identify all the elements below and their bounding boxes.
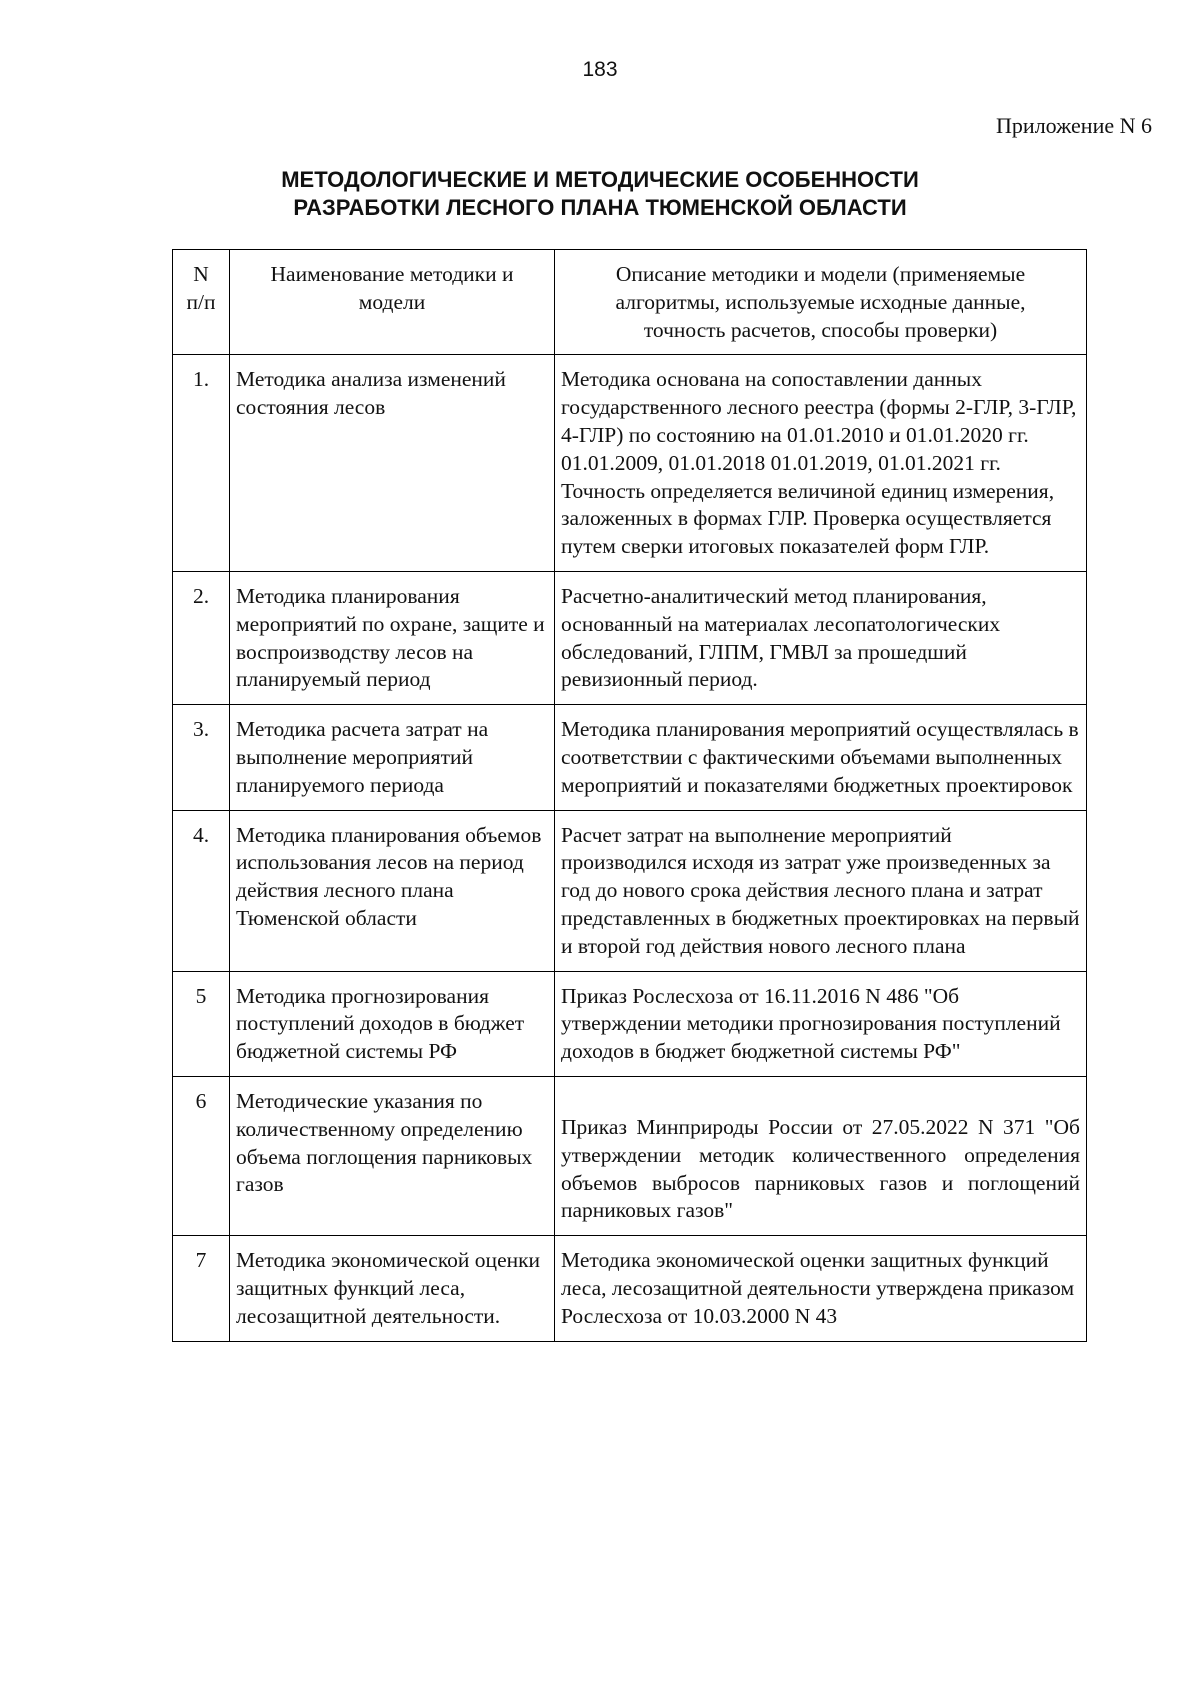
method-description: Расчет затрат на выполнение мероприятий производился исходя из затрат уже произведенных за год до нового срока действия лесного плана и затрат представленных в бюджетных проектировках на первый и второй год действия нового лесного плана xyxy=(555,810,1087,971)
row-number: 1. xyxy=(173,355,230,572)
method-name: Методика планирования объемов использования лесов на период действия лесного плана Тюменской области xyxy=(230,810,555,971)
header-desc-line-1: Описание методики и модели (применяемые xyxy=(615,262,1026,286)
document-title xyxy=(0,166,1200,222)
table-row xyxy=(173,1076,1087,1235)
header-desc-line-3: точность расчетов, способы проверки) xyxy=(643,317,998,342)
row-number: 5 xyxy=(173,971,230,1076)
appendix-label: Приложение N 6 xyxy=(996,113,1152,138)
table-row xyxy=(173,810,1087,971)
method-description: Приказ Минприроды России от 27.05.2022 N 371 "Об утверждении методик количественного определения объемов выбросов парниковых газов и поглощений парниковых газов" xyxy=(561,1114,1080,1223)
row-number: 4. xyxy=(173,810,230,971)
table-row xyxy=(173,355,1087,572)
header-num xyxy=(173,250,230,355)
table-row xyxy=(173,705,1087,810)
header-name xyxy=(230,250,555,355)
row-number: 7 xyxy=(173,1236,230,1341)
table-header-row xyxy=(173,250,1087,355)
header-name-line-1: Наименование методики и xyxy=(270,262,514,286)
row-number: 2. xyxy=(173,571,230,704)
method-name: Методика анализа изменений состояния лесов xyxy=(230,355,555,572)
row-number: 3. xyxy=(173,705,230,810)
method-description: Методика планирования мероприятий осуществлялась в соответствии с фактическими объемами выполненных мероприятий и показателями бюджетных проектировок xyxy=(555,705,1087,810)
method-name: Методика прогнозирования поступлений доходов в бюджет бюджетной системы РФ xyxy=(230,971,555,1076)
method-name: Методика экономической оценки защитных функций леса, лесозащитной деятельности. xyxy=(230,1236,555,1341)
table-row xyxy=(173,1236,1087,1341)
method-name: Методика расчета затрат на выполнение мероприятий планируемого периода xyxy=(230,705,555,810)
method-description: Методика экономической оценки защитных функций леса, лесозащитной деятельности утверждена приказом Рослесхоза от 10.03.2000 N 43 xyxy=(555,1236,1087,1341)
method-description: Расчетно-аналитический метод планирования, основанный на материалах лесопатологических обследований, ГЛПМ, ГМВЛ за прошедший ревизионный период. xyxy=(555,571,1087,704)
header-name-line-2: модели xyxy=(358,289,426,314)
table-row xyxy=(173,971,1087,1076)
header-desc xyxy=(555,250,1087,355)
method-description: Приказ Рослесхоза от 16.11.2016 N 486 "Об утверждении методики прогнозирования поступлений доходов в бюджет бюджетной системы РФ" xyxy=(555,971,1087,1076)
method-name: Методика планирования мероприятий по охране, защите и воспроизводству лесов на планируемый период xyxy=(230,571,555,704)
row-number: 6 xyxy=(173,1076,230,1235)
method-name: Методические указания по количественному определению объема поглощения парниковых газов xyxy=(230,1076,555,1235)
method-description-cell xyxy=(555,1076,1087,1235)
header-desc-line-2: алгоритмы, используемые исходные данные, xyxy=(615,289,1026,314)
page-number: 183 xyxy=(582,58,618,81)
title-line-1: МЕТОДОЛОГИЧЕСКИЕ И МЕТОДИЧЕСКИЕ ОСОБЕННОСТИ xyxy=(281,167,919,192)
header-num-line-1: N xyxy=(193,262,209,286)
methods-table xyxy=(172,249,1087,1342)
method-description: Методика основана на сопоставлении данных государственного лесного реестра (формы 2-ГЛР, 3-ГЛР, 4-ГЛР) по состоянию на 01.01.2010 и 01.01.2020 гг. 01.01.2009, 01.01.2018 01.01.2019, 01.01.2021 гг. Точность определяется величиной единиц измерения, заложенных в формах ГЛР. Проверка осуществляется путем сверки итоговых показателей форм ГЛР. xyxy=(555,355,1087,572)
header-num-line-2: п/п xyxy=(186,289,216,314)
title-line-2: РАЗРАБОТКИ ЛЕСНОГО ПЛАНА ТЮМЕНСКОЙ ОБЛАСТИ xyxy=(293,195,907,220)
table-row xyxy=(173,571,1087,704)
